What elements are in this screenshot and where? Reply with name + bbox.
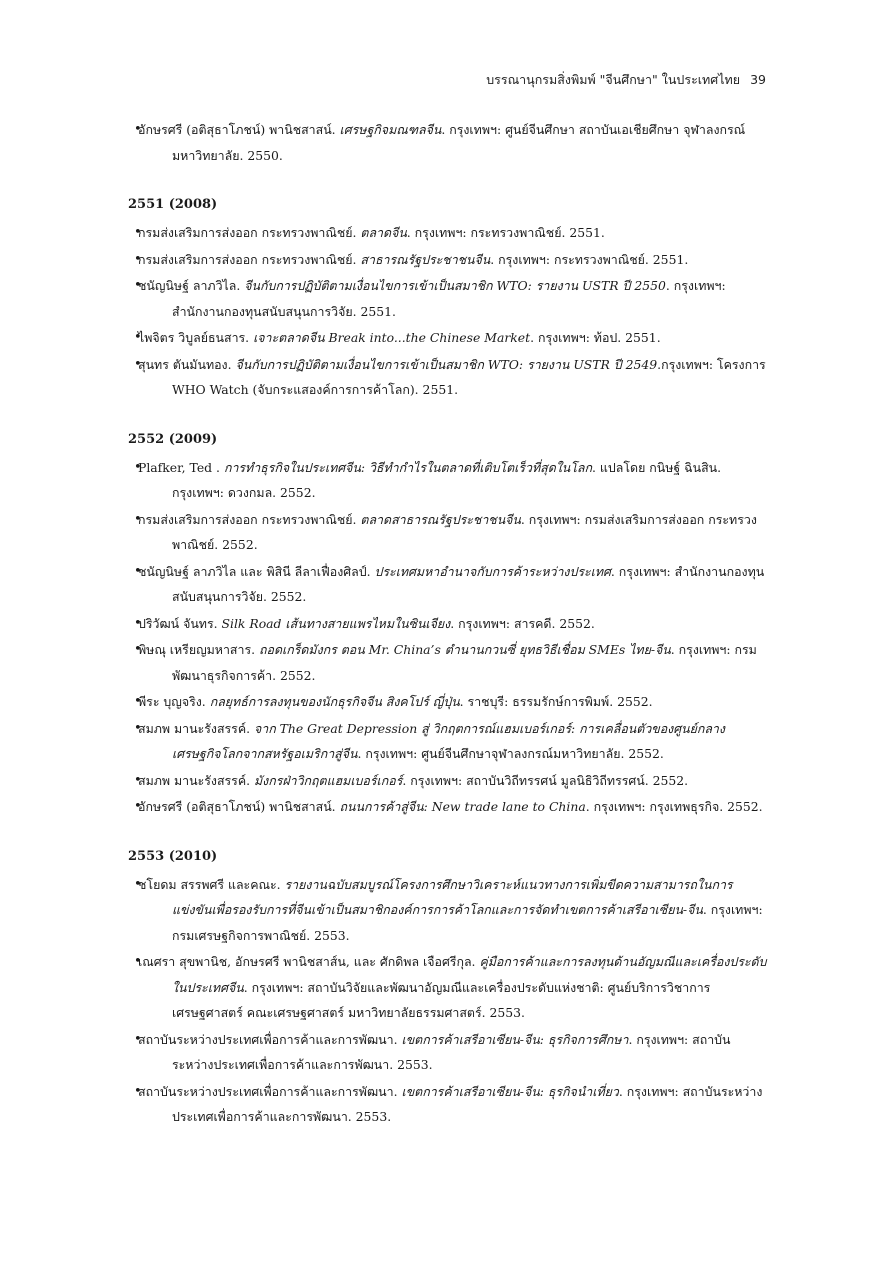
bib-entry	[128, 794, 768, 820]
section-2551	[128, 195, 768, 403]
entry-list	[128, 455, 768, 820]
entry-title: เขตการค้าเสรีอาเซียน-จีน: ธุรกิจนำเที่ยว	[401, 1083, 619, 1099]
entry-publication: . กรุงเทพฯ: กรมส่งเสริมการส่งออก กระทรวงพาณิชย์. 2552.	[172, 511, 757, 552]
entry-title: ประเทศมหาอำนาจกับการค้าระหว่างประเทศ	[374, 563, 611, 579]
entry-publication: . กรุงเทพฯ: สถาบันวิจัยและพัฒนาอัญมณีและเครื่องประดับแห่งชาติ: ศูนย์บริการวิชาการเศรษฐศาสตร์ คณะเศรษฐศาสตร์ มหาวิทยาลัยธรรมศาสตร์. 2553.	[172, 979, 711, 1020]
entry-publication: . แปลโดย กนิษฐ์ ฉินสิน. กรุงเทพฯ: ดวงกมล. 2552.	[172, 459, 722, 500]
entry-title: กลยุทธ์การลงทุนของนักธุรกิจจีน สิงคโปร์ ญี่ปุ่น	[209, 694, 460, 709]
section-heading: 2552 (2009)	[128, 431, 218, 447]
entry-author: สถาบันระหว่างประเทศเพื่อการค้าและการพัฒนา.	[138, 1083, 402, 1099]
bib-entry	[128, 1079, 768, 1130]
entry-publication: . กรุงเทพฯ: สารคดี. 2552.	[450, 615, 595, 631]
entry-publication: . กรุงเทพฯ: กระทรวงพาณิชย์. 2551.	[490, 251, 689, 267]
entry-author: กรมส่งเสริมการส่งออก กระทรวงพาณิชย์.	[138, 511, 361, 527]
entry-title: มังกรฝ่าวิกฤตแฮมเบอร์เกอร์	[254, 772, 403, 788]
entry-author: สมภพ มานะรังสรรค์.	[138, 772, 254, 788]
entry-publication: . กรุงเทพฯ: ศูนย์จีนศึกษาจุฬาลงกรณ์มหาวิทยาลัย. 2552.	[357, 746, 664, 761]
page-number: 39	[750, 72, 766, 87]
bib-entry	[128, 117, 768, 168]
entry-title: เศรษฐกิจมณฑลจีน	[339, 122, 442, 137]
entry-title: จาก The Great Depression สู่ วิกฤตการณ์แฮมเบอร์เกอร์: การเคลื่อนตัวของศูนย์กลางเศรษฐกิจโลกจากสหรัฐอเมริกาสู่จีน	[172, 720, 725, 761]
bib-entry	[128, 716, 768, 767]
section-heading: 2551 (2008)	[128, 197, 218, 212]
entry-title: ถนนการค้าสู่จีน: New trade lane to China	[339, 799, 586, 814]
entry-title: คู่มือการค้าและการลงทุนด้านอัญมณีและเครื่องประดับในประเทศจีน	[172, 954, 767, 995]
entry-author: ชโยดม สรรพศรี และคณะ.	[138, 876, 285, 892]
running-title: บรรณานุกรมสิ่งพิมพ์ "จีนศึกษา" ในประเทศไทย	[486, 72, 741, 87]
entry-publication: . กรุงเทพฯ: ศูนย์จีนศึกษา สถาบันเอเชียศึกษา จุฬาลงกรณ์มหาวิทยาลัย. 2550.	[172, 122, 746, 163]
entry-publication: . กรุงเทพฯ: กรมเศรษฐกิจการพาณิชย์. 2553.	[172, 902, 763, 943]
entry-publication: . กรุงเทพฯ: สถาบันระหว่างประเทศเพื่อการค้าและการพัฒนา. 2553.	[172, 1031, 731, 1072]
entry-author: พิษณุ เหรียญมหาสาร.	[138, 642, 259, 657]
entry-title: สาธารณรัฐประชาชนจีน	[360, 251, 491, 267]
section-2553	[128, 847, 768, 1130]
entry-author: กรมส่งเสริมการส่งออก กระทรวงพาณิชย์.	[138, 251, 361, 267]
entry-author: ไพจิตร วิบูลย์ธนสาร.	[138, 330, 254, 345]
entry-title: Silk Road เส้นทางสายแพรไหมในซินเจียง	[221, 615, 451, 631]
entry-author: ปริวัฒน์ จันทร.	[138, 615, 222, 631]
entry-publication: . ราชบุรี: ธรรมรักษ์การพิมพ์. 2552.	[459, 694, 653, 709]
entry-author: พีระ บุญจริง.	[138, 694, 210, 709]
entry-publication: . กรุงเทพฯ: สำนักงานกองทุนสนับสนุนการวิจัย. 2551.	[172, 278, 726, 319]
entry-author: อักษรศรี (อติสุธาโภชน์) พานิชสาสน์.	[138, 799, 340, 814]
entry-author: กรมส่งเสริมการส่งออก กระทรวงพาณิชย์.	[138, 225, 361, 240]
entry-publication: . กรุงเทพฯ: สำนักงานกองทุนสนับสนุนการวิจัย. 2552.	[172, 563, 765, 604]
entry-author: ชนัญนิษฐ์ ลาภวิไล.	[138, 278, 245, 293]
entry-author: อักษรศรี (อติสุธาโภชน์) พานิชสาสน์.	[138, 122, 340, 137]
section-2552	[128, 430, 768, 820]
bibliography-content	[128, 117, 768, 1157]
entry-title: ตลาดสาธารณรัฐประชาชนจีน	[360, 511, 521, 527]
bib-entry	[128, 325, 768, 351]
section-heading: 2553 (2010)	[128, 848, 218, 864]
entry-author: ชนัญนิษฐ์ ลาภวิไล และ พิสินี ลีลาเฟื่องศิลป์.	[138, 563, 375, 579]
entry-author: สถาบันระหว่างประเทศเพื่อการค้าและการพัฒนา.	[138, 1031, 402, 1047]
bib-entry	[128, 273, 768, 324]
entry-title: เขตการค้าเสรีอาเซียน-จีน: ธุรกิจการศึกษา	[401, 1031, 629, 1047]
entry-publication: .กรุงเทพฯ: โครงการ WHO Watch (จับกระแสองค์การการค้าโลก). 2551.	[172, 356, 766, 397]
bib-entry	[128, 507, 768, 558]
running-header	[486, 70, 766, 90]
bib-entry	[128, 559, 768, 610]
entry-publication: . กรุงเทพฯ: กรุงเทพธุรกิจ. 2552.	[585, 799, 763, 814]
bib-entry	[128, 637, 768, 688]
entry-title: เจาะตลาดจีน Break into...the Chinese Market	[253, 330, 531, 345]
bib-entry	[128, 455, 768, 506]
entry-title: ตลาดจีน	[360, 225, 407, 240]
entry-publication: . กรุงเทพฯ: ท้อป. 2551.	[530, 330, 661, 345]
bib-entry	[128, 949, 768, 1026]
bib-entry	[128, 872, 768, 949]
entry-publication: . กรุงเทพฯ: สถาบันวิถีทรรศน์ มูลนิธิวิถีทรรศน์. 2552.	[402, 772, 689, 788]
bib-entry	[128, 1027, 768, 1078]
entry-author: Plafker, Ted .	[138, 459, 224, 475]
entry-title: การทำธุรกิจในประเทศจีน: วิธีทำกำไรในตลาดที่เติบโตเร็วที่สุดในโลก	[223, 459, 593, 475]
bib-entry	[128, 352, 768, 403]
entry-list	[128, 872, 768, 1130]
entry-publication: . กรุงเทพฯ: กระทรวงพาณิชย์. 2551.	[406, 225, 605, 240]
section-continued	[128, 117, 768, 168]
entry-list	[128, 220, 768, 403]
entry-author: เณศรา สุขพานิช, อักษรศรี พานิชสาส์น, และ ศักดิพล เจือศรีกุล.	[138, 954, 480, 969]
bib-entry	[128, 611, 768, 637]
entry-title: จีนกับการปฏิบัติตามเงื่อนไขการเข้าเป็นสมาชิก WTO: รายงาน USTR ปี 2549	[235, 356, 658, 372]
bib-entry	[128, 689, 768, 715]
bib-entry	[128, 768, 768, 794]
entry-title: รายงานฉบับสมบูรณ์โครงการศึกษาวิเคราะห์แนวทางการเพิ่มขีดความสามารถในการแข่งขันเพื่อรองรับการที่จีนเข้าเป็นสมาชิกองค์การการค้าโลกและการจัดทำเขตการค้าเสรีอาเซียน-จีน	[172, 876, 733, 917]
entry-author: สมภพ มานะรังสรรค์.	[138, 720, 254, 736]
entry-author: สุนทร ตันมันทอง.	[138, 356, 236, 372]
entry-title: จีนกับการปฏิบัติตามเงื่อนไขการเข้าเป็นสมาชิก WTO: รายงาน USTR ปี 2550	[244, 278, 666, 293]
entry-title: ถอดเกร็ดมังกร ตอน Mr. China’s ตำนานกวนซี่ ยุทธวิธีเชื่อม SMEs ไทย-จีน	[259, 642, 671, 657]
entry-publication: . กรุงเทพฯ: สถาบันระหว่างประเทศเพื่อการค้าและการพัฒนา. 2553.	[172, 1083, 763, 1124]
entry-publication: . กรุงเทพฯ: กรมพัฒนาธุรกิจการค้า. 2552.	[172, 642, 757, 683]
entry-list	[128, 117, 768, 168]
bib-entry	[128, 220, 768, 246]
bib-entry	[128, 247, 768, 273]
